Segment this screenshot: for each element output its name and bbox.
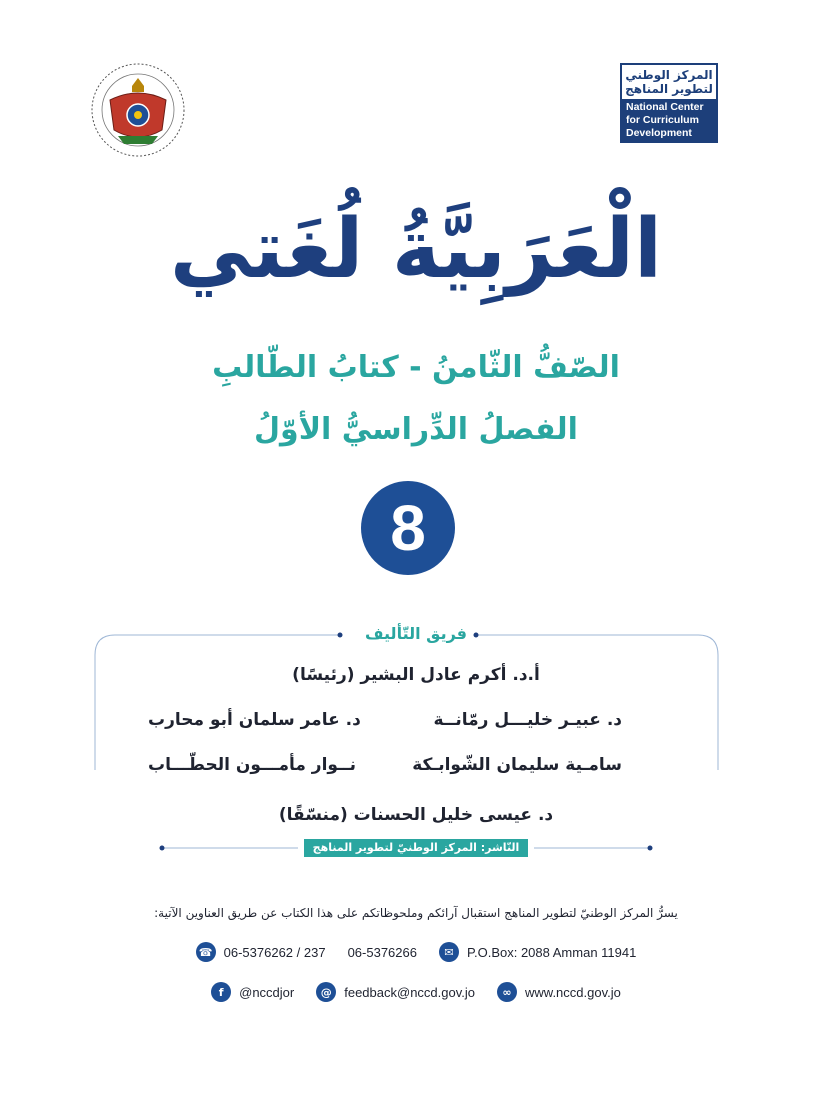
facebook-item (211, 982, 294, 1002)
website-url[interactable]: www.nccd.gov.jo (525, 984, 621, 1000)
phone-2[interactable]: 06-5376266 (347, 944, 417, 960)
facebook-handle[interactable]: @nccdjor (239, 984, 295, 1000)
author-left-2: نــوار مأمـــون الحطّـــاب (148, 755, 357, 775)
link-icon: ∞ (497, 982, 517, 1002)
grade-number-badge (361, 481, 455, 575)
grade-line: الصّفُّ الثّامنُ - كتابُ الطّالبِ (212, 350, 620, 385)
phone-icon: ☎ (196, 942, 216, 962)
contact-row-1 (0, 942, 832, 962)
facebook-icon: f (211, 982, 231, 1002)
jordan-emblem-icon (88, 60, 188, 160)
phone-item-2 (348, 945, 417, 960)
email-address[interactable]: feedback@nccd.gov.jo (344, 984, 475, 1000)
email-item (316, 982, 475, 1002)
publisher-label: النّاشر: المركز الوطنيّ لتطوير المناهج (304, 839, 528, 857)
mail-icon: ✉ (439, 942, 459, 962)
feedback-notice: يسرُّ المركز الوطنيّ لتطوير المناهج استقبال آرائكم وملحوظاتكم على هذا الكتاب عن طريق العناوين الآتية: (154, 906, 678, 920)
pobox-item (439, 942, 636, 962)
author-right-1: د. عبيـر خليـــل رمّانــة (433, 710, 622, 730)
nccd-logo-en-line3: Development (626, 127, 692, 139)
authors-frame (0, 610, 832, 870)
nccd-logo-ar-line1: المركز الوطني (625, 68, 713, 82)
pobox: P.O.Box: 2088 Amman 11941 (466, 944, 637, 960)
nccd-logo-en-line1: National Center (626, 101, 704, 113)
grade-number: 8 (390, 492, 426, 564)
author-right-2: سامـية سليمان الشّوابـكة (412, 755, 622, 775)
nccd-logo (620, 63, 718, 143)
book-title: الْعَرَبِيَّةُ لُغَتي (169, 202, 663, 297)
nccd-logo-ar-line2: لتطوير المناهج (625, 82, 713, 96)
website-item (497, 982, 621, 1002)
contact-row-2 (0, 982, 832, 1002)
at-icon: @ (316, 982, 336, 1002)
semester-line: الفصلُ الدِّراسيُّ الأوّلُ (254, 412, 578, 447)
phone-1[interactable]: 06-5376262 / 237 (223, 944, 326, 960)
author-chief: أ.د. أكرم عادل البشير (رئيسًا) (292, 665, 540, 685)
author-coordinator: د. عيسى خليل الحسنات (منسّقًا) (278, 805, 554, 825)
author-left-1: د. عامر سلمان أبو محارب (148, 710, 361, 730)
nccd-logo-en-line2: for Curriculum (626, 114, 699, 126)
authoring-team-label: فريق التّأليف (364, 624, 468, 643)
phone-item-1 (196, 942, 326, 962)
